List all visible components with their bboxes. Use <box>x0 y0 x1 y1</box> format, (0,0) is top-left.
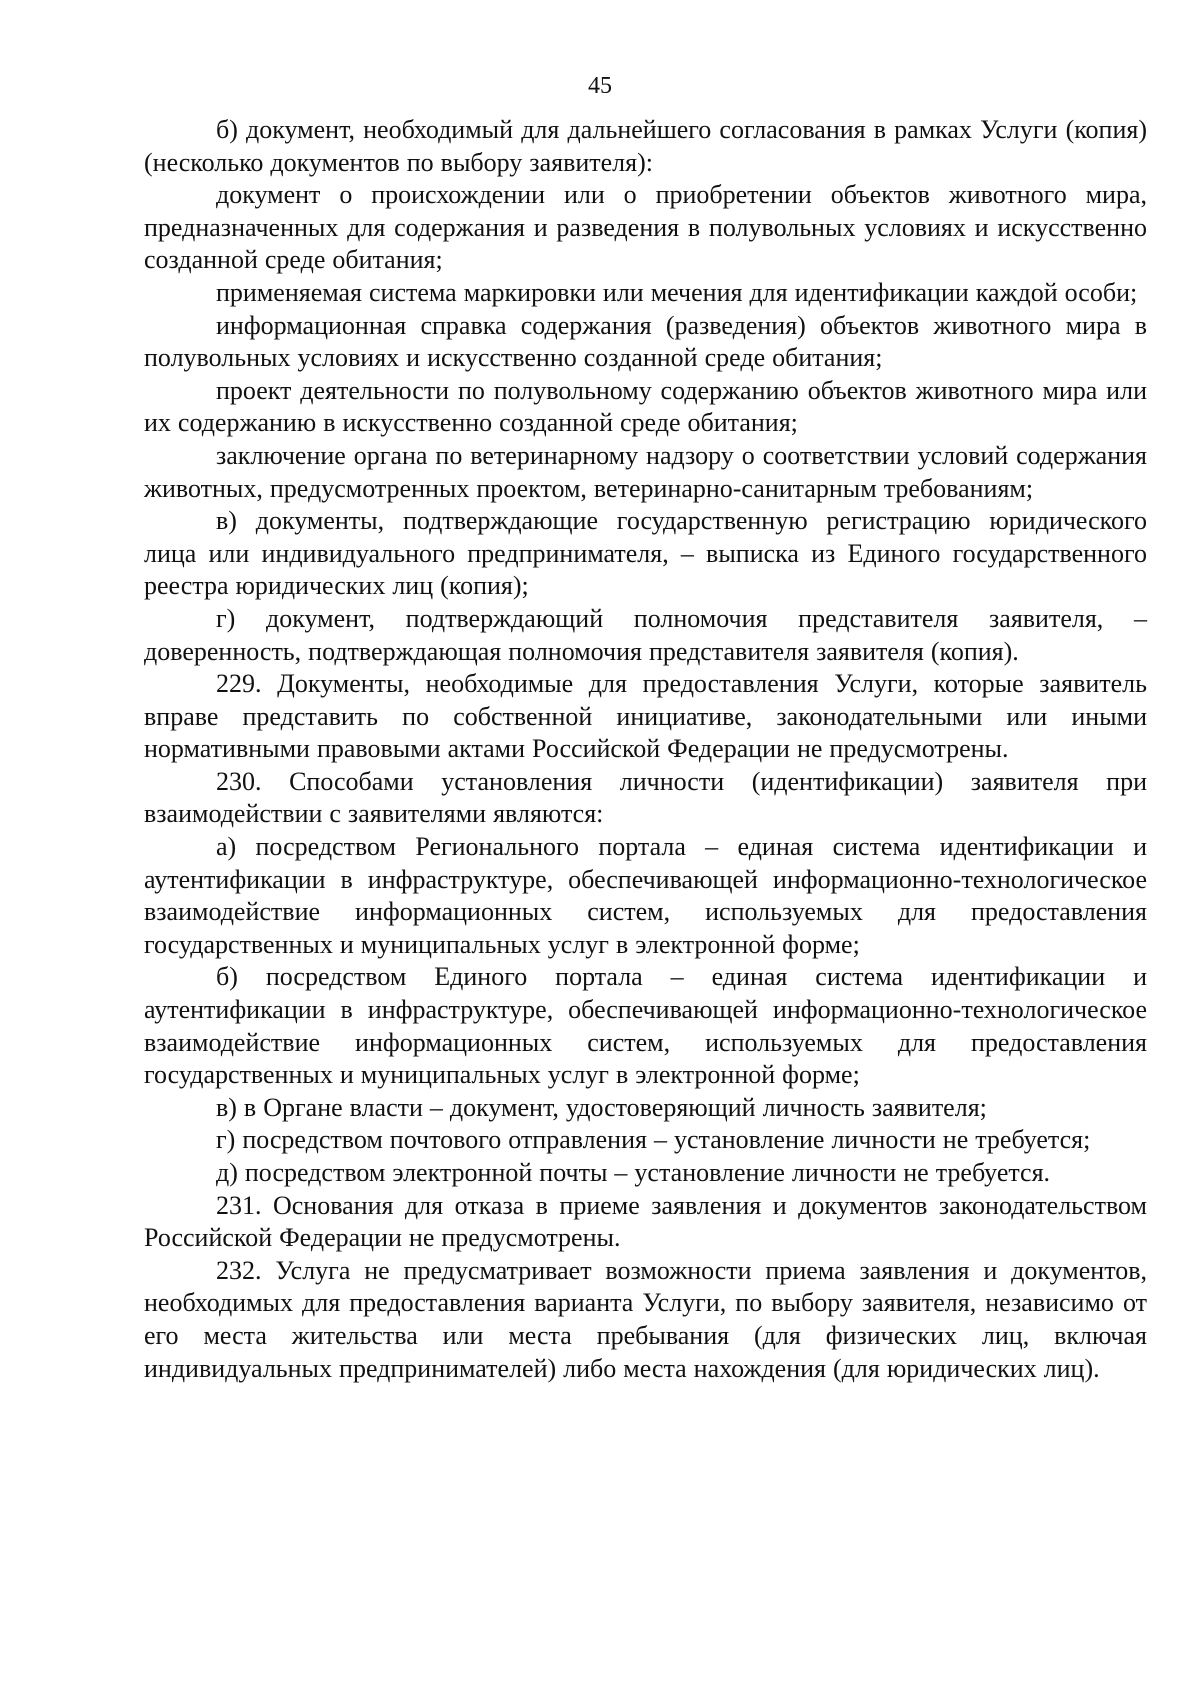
paragraph: проект деятельности по полувольному содержанию объектов животного мира или их содержанию в искусственно созданной среде обитания; <box>144 375 1147 438</box>
paragraph: б) посредством Единого портала – единая система идентификации и аутентификации в инфраструктуре, обеспечивающей информационно-технологическое взаимодействие информационных систем, используемых для предоставления государственных и муниципальных услуг в электронной форме; <box>144 962 1147 1090</box>
paragraph: применяемая система маркировки или мечения для идентификации каждой особи; <box>216 277 1138 307</box>
paragraph: документ о происхождении или о приобретении объектов животного мира, предназначенных для содержания и разведения в полувольных условиях и искусственно созданной среде обитания; <box>144 180 1147 275</box>
paragraph: 231. Основания для отказа в приеме заявления и документов законодательством Российской Федерации не предусмотрены. <box>144 1190 1147 1253</box>
paragraph: б) документ, необходимый для дальнейшего согласования в рамках Услуги (копия) (несколько документов по выбору заявителя): <box>144 115 1147 177</box>
paragraph: 230. Способами установления личности (идентификации) заявителя при взаимодействии с заявителями являются: <box>144 766 1147 829</box>
paragraph: д) посредством электронной почты – установление личности не требуется. <box>216 1158 1051 1187</box>
paragraph: г) посредством почтового отправления – установление личности не требуется; <box>216 1125 1091 1155</box>
paragraph: г) документ, подтверждающий полномочия представителя заявителя, – доверенность, подтверждающая полномочия представителя заявителя (копия). <box>144 603 1147 666</box>
paragraph: а) посредством Регионального портала – единая система идентификации и аутентификации в инфраструктуре, обеспечивающей информационно-технологическое взаимодействие информационных систем, используемых для предоставления государственных и муниципальных услуг в электронной форме; <box>144 832 1147 959</box>
paragraph: информационная справка содержания (разведения) объектов животного мира в полувольных условиях и искусственно созданной среде обитания; <box>144 310 1147 373</box>
document-body <box>144 114 1147 1385</box>
paragraph: в) документы, подтверждающие государственную регистрацию юридического лица или индивидуального предпринимателя, – выписка из Единого государственного реестра юридических лиц (копия); <box>144 506 1147 601</box>
paragraph: в) в Органе власти – документ, удостоверяющий личность заявителя; <box>216 1092 987 1122</box>
paragraph: 229. Документы, необходимые для предоставления Услуги, которые заявитель вправе представить по собственной инициативе, законодательными или иными нормативными правовыми актами Российской Федерации не предусмотрены. <box>144 669 1147 764</box>
page-number: 45 <box>588 73 612 99</box>
paragraph: заключение органа по ветеринарному надзору о соответствии условий содержания животных, предусмотренных проектом, ветеринарно-санитарным требованиям; <box>144 440 1147 503</box>
paragraph: 232. Услуга не предусматривает возможности приема заявления и документов, необходимых для предоставления варианта Услуги, по выбору заявителя, независимо от его места жительства или места пребывания (для физических лиц, включая индивидуальных предпринимателей) либо места нахождения (для юридических лиц). <box>144 1255 1147 1383</box>
